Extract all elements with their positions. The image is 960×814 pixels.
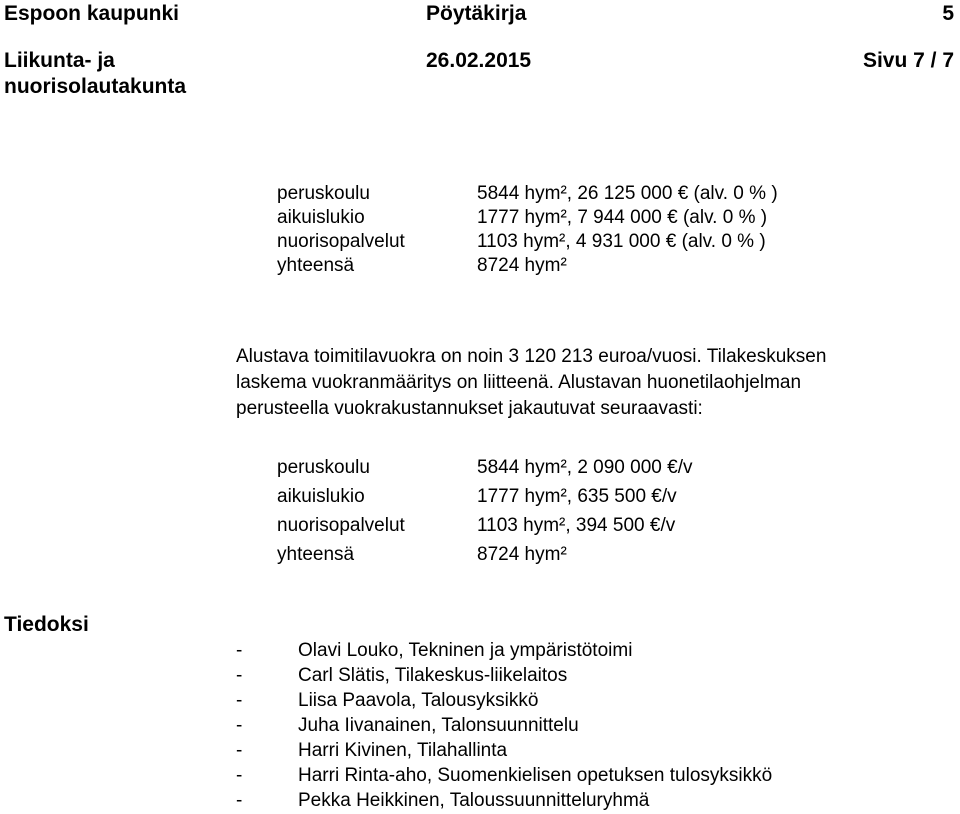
recipient: Harri Kivinen, Tilahallinta (298, 740, 508, 761)
row-value: 1777 hym², 7 944 000 € (alv. 0 % ) (477, 207, 768, 228)
table-row (277, 453, 692, 482)
list-item (236, 638, 772, 663)
paragraph-line: Alustava toimitilavuokra on noin 3 120 213 euroa/vuosi. Tilakeskuksen (236, 346, 827, 367)
paragraph-line: perusteella vuokrakustannukset jakautuvat seuraavasti: (236, 398, 703, 419)
row-label: aikuislukio (277, 486, 365, 507)
table-row (277, 254, 778, 278)
areas-table (277, 182, 778, 278)
row-label: peruskoulu (277, 183, 370, 204)
document-type: Pöytäkirja (426, 2, 527, 25)
row-value: 5844 hym², 2 090 000 €/v (477, 457, 693, 478)
table-row (277, 482, 692, 511)
list-dash: - (236, 765, 243, 786)
list-item (236, 713, 772, 738)
list-item (236, 763, 772, 788)
section-number: 5 (942, 2, 954, 25)
row-value: 1777 hym², 635 500 €/v (477, 486, 677, 507)
row-value: 1103 hym², 4 931 000 € (alv. 0 % ) (477, 231, 766, 252)
recipient: Carl Slätis, Tilakeskus-liikelaitos (298, 665, 568, 686)
row-value: 5844 hym², 26 125 000 € (alv. 0 % ) (477, 183, 778, 204)
page-number: Sivu 7 / 7 (862, 49, 954, 72)
row-label: nuorisopalvelut (277, 231, 405, 252)
recipient: Olavi Louko, Tekninen ja ympäristötoimi (298, 640, 633, 661)
department-line-1: Liikunta- ja (4, 49, 115, 72)
city-name: Espoon kaupunki (4, 2, 180, 25)
recipient: Harri Rinta-aho, Suomenkielisen opetuksen tulosyksikkö (298, 765, 773, 786)
list-dash: - (236, 790, 243, 811)
rent-paragraph (236, 344, 896, 422)
rent-table (277, 453, 692, 569)
table-row (277, 230, 778, 254)
list-item (236, 663, 772, 688)
row-label: aikuislukio (277, 207, 365, 228)
table-row (277, 540, 692, 569)
list-dash: - (236, 740, 243, 761)
row-value: 8724 hym² (477, 255, 567, 276)
recipient: Pekka Heikkinen, Taloussuunnitteluryhmä (298, 790, 650, 811)
list-item (236, 788, 772, 813)
list-dash: - (236, 715, 243, 736)
distribution-heading: Tiedoksi (4, 613, 89, 636)
department-line-2: nuorisolautakunta (4, 75, 187, 98)
recipient: Liisa Paavola, Talousyksikkö (298, 690, 539, 711)
meeting-date: 26.02.2015 (426, 49, 532, 72)
paragraph-line: laskema vuokranmääritys on liitteenä. Alustavan huonetilaohjelman (236, 372, 802, 393)
list-dash: - (236, 640, 243, 661)
row-value: 1103 hym², 394 500 €/v (477, 515, 676, 536)
row-label: peruskoulu (277, 457, 370, 478)
row-label: yhteensä (277, 255, 355, 276)
row-label: yhteensä (277, 544, 355, 565)
recipient: Juha Iivanainen, Talonsuunnittelu (298, 715, 579, 736)
list-item (236, 738, 772, 763)
table-row (277, 182, 778, 206)
table-row (277, 511, 692, 540)
table-row (277, 206, 778, 230)
list-item (236, 688, 772, 713)
row-label: nuorisopalvelut (277, 515, 405, 536)
list-dash: - (236, 690, 243, 711)
list-dash: - (236, 665, 243, 686)
recipient-list (236, 638, 772, 813)
row-value: 8724 hym² (477, 544, 567, 565)
